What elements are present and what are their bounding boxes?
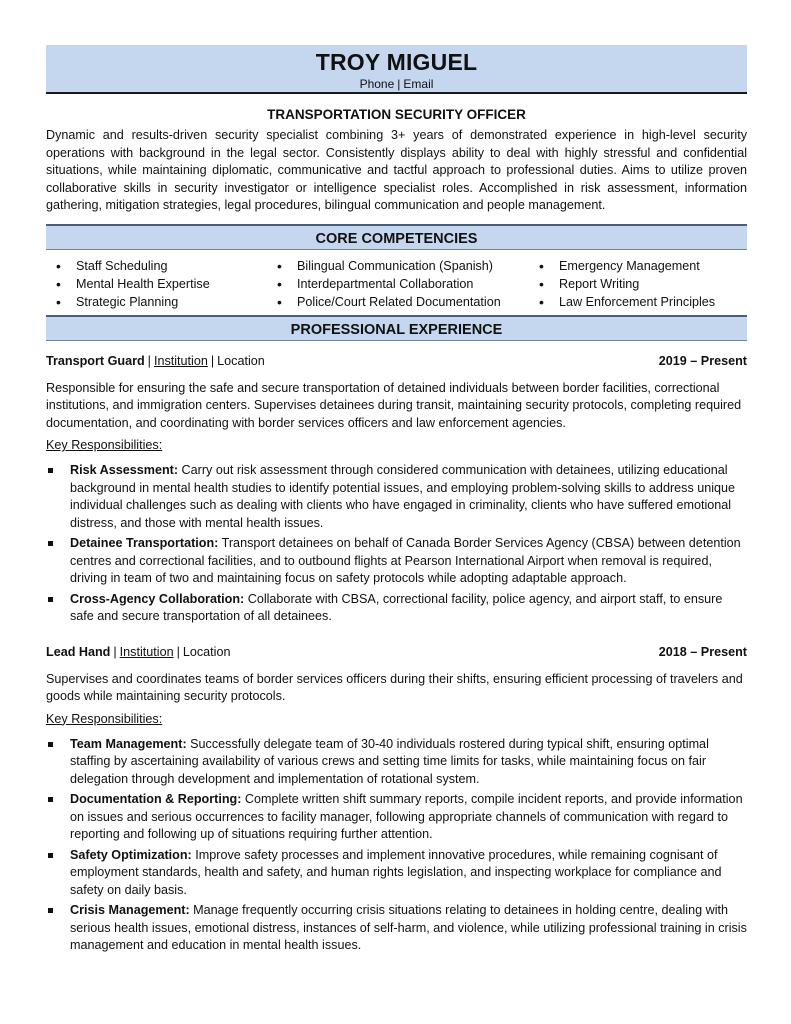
phone-text: Phone [359,77,395,91]
role-separator: | [210,353,215,368]
job-description: Supervises and coordinates teams of border services officers during their shifts, ensuring efficient processing of travelers and goods while maintaining security protocols. [46,671,743,703]
responsibility-item [46,462,747,532]
responsibility-text: Carry out risk assessment through considered communication with detainees, utilizing educational background in mental health studies to identify potential issues, and employing problem-solving skills to address unique individual challenges such as dealing with clients who have engaged in criminality, clients who have suffered emotional distress, and those with mental health issues. [70,463,736,530]
responsibility-item [46,902,747,955]
responsibility-text: Complete written shift summary reports, compile incident reports, and provide information on issues and serious occurrences to facility manager, following appropriate channels of communication with regard to reporting and following up of situations requiring further attention. [70,792,743,841]
responsibility-text: Improve safety processes and implement innovative procedures, while remaining cognisant of employment standards, health and safety, and human rights legislation, and inspecting workplace for compliance and safety on daily basis. [70,847,722,897]
responsibility-item [46,791,747,844]
responsibility-list [46,736,747,955]
role-separator: | [147,353,151,368]
competency-item: • Interdepartmental Collaboration [273,275,535,293]
experience-heading: PROFESSIONAL EXPERIENCE [46,315,747,341]
job-header [46,644,747,661]
job-institution: Institution [119,644,174,659]
responsibility-text: Successfully delegate team of 30-40 individuals rostered during typical shift, ensuring optimal staffing by ascertaining availability of various crews and setting time limits for tasks, while maintaining focus on fair delegation through development and implementation of rotational system. [70,736,709,786]
competency-item: • Police/Court Related Documentation [273,293,535,311]
competencies-heading: CORE COMPETENCIES [46,224,747,250]
job-title: TRANSPORTATION SECURITY OFFICER [267,107,526,122]
role-separator: | [113,644,117,659]
key-responsibilities-label: Key Responsibilities: [46,711,163,726]
job-role: Transport Guard [46,353,145,368]
job-description: Responsible for ensuring the safe and secure transportation of detained individuals between border facilities, correctional institutions, and immigration centers. Supervises detainees during transit, maintaining security protocols, completing required documentation, and coordinating with border services officers and law enforcement agencies. [46,380,742,430]
name-header [46,45,747,94]
job-institution: Institution [153,353,208,368]
competency-item: • Law Enforcement Principles [535,293,745,311]
responsibility-title: Risk Assessment: [70,463,179,477]
contact-separator: | [397,77,401,91]
job-entry [46,644,747,955]
responsibility-title: Cross-Agency Collaboration: [70,591,245,606]
email-text: Email [403,77,434,91]
responsibility-title: Documentation & Reporting: [70,792,242,806]
competency-item: • Mental Health Expertise [52,275,273,293]
responsibility-list [46,462,747,626]
responsibility-title: Crisis Management: [70,903,190,917]
competency-item: • Strategic Planning [52,293,273,311]
responsibility-title: Team Management: [70,736,187,751]
responsibility-text: Collaborate with CBSA, correctional facility, police agency, and airport staff, to ensure safe and secure transportation of all detainees. [70,591,723,623]
candidate-name: TROY MIGUEL [315,49,478,75]
responsibility-text: Transport detainees on behalf of Canada Border Services Agency (CBSA) between detention centres and correctional facilities, and to outbound flights at Pearson International Airport when removal is required, driving in team of two and maintaining focus on safety protocols while adopting adaptable approach. [70,536,741,585]
role-separator: | [176,644,180,659]
competency-column [52,257,273,311]
responsibility-item [46,847,747,900]
key-responsibilities-label: Key Responsibilities: [46,438,163,452]
job-role-line [46,644,230,661]
competency-column [535,257,745,311]
summary-paragraph: Dynamic and results-driven security specialist combining 3+ years of demonstrated experience in high-level security operations with background in the legal sector. Consistently displays ability to deal with highly stressful and confidential situations, while maintaining diplomatic, communicative and tactful approach to professional duties. Aims to utilize proven collaborative skills in security investigator or intelligence specialist roles. Accomplished in risk assessment, information gathering, mitigation strategies, legal procedures, bilingual communication and people management. [46,128,747,212]
responsibility-item [46,591,747,626]
competency-item: • Report Writing [535,275,745,293]
competency-column [273,257,535,311]
job-location: Location [217,353,265,368]
job-dates: 2018 – Present [658,644,747,659]
responsibility-item [46,535,747,588]
resume-page [46,45,747,958]
job-header [46,353,747,370]
job-role: Lead Hand [46,644,111,659]
responsibility-item [46,736,747,789]
job-dates: 2019 – Present [658,353,747,368]
competency-item: • Bilingual Communication (Spanish) [273,257,535,275]
competency-item: • Staff Scheduling [52,257,273,275]
job-location: Location [182,644,231,659]
contact-line [46,76,747,92]
competencies-grid [46,250,747,314]
responsibility-title: Detainee Transportation: [70,536,219,550]
job-entry [46,353,747,626]
job-role-line [46,353,265,370]
competency-item: • Emergency Management [535,257,745,275]
responsibility-title: Safety Optimization: [70,847,192,862]
responsibility-text: Manage frequently occurring crisis situations relating to detainees in holding centre, dealing with serious health issues, emotional distress, instances of self-harm, and violence, while utilizing professional training in crisis management and education in mental health issues. [70,903,747,952]
